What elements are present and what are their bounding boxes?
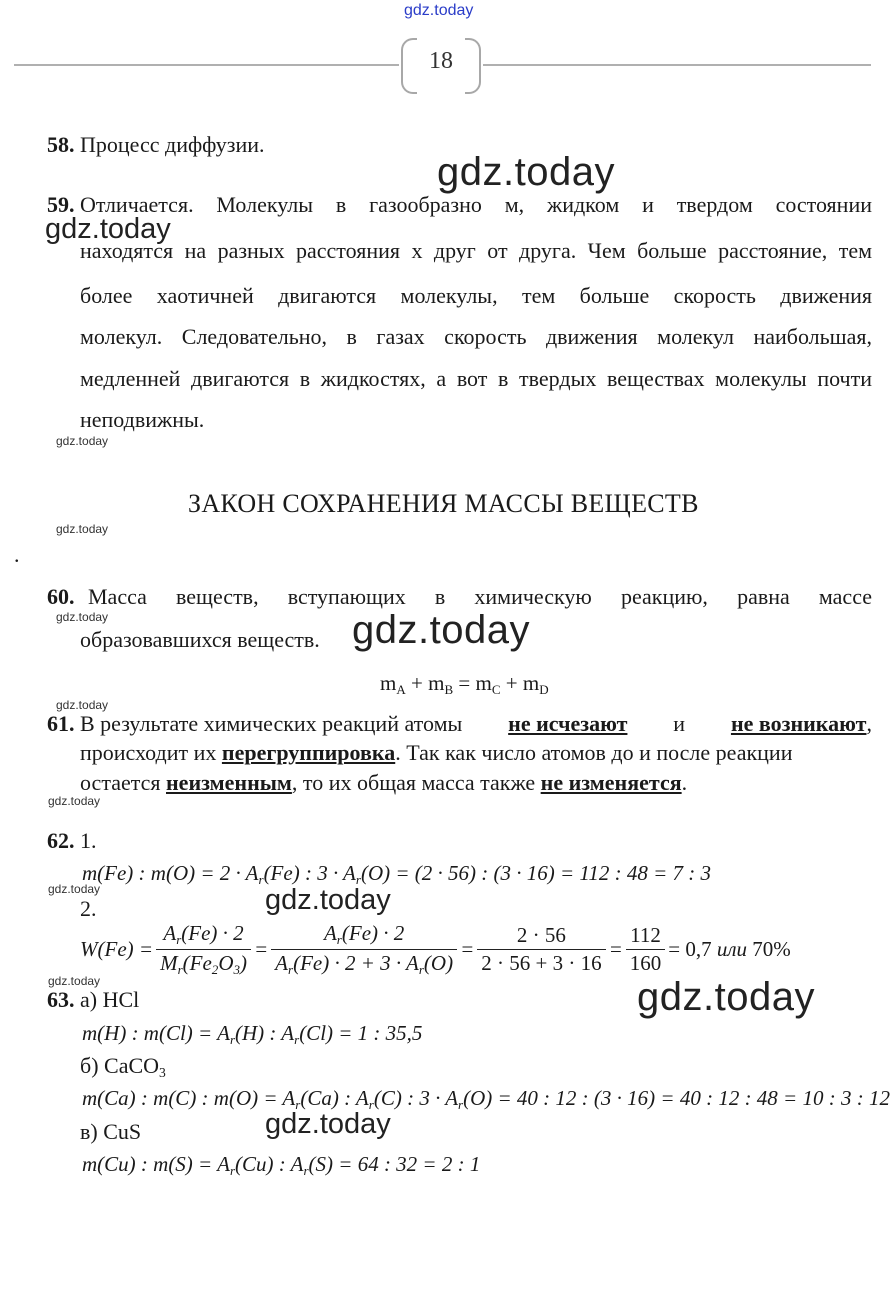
q61-line-3: остается неизменным, то их общая масса также не изменяется.	[80, 770, 688, 795]
q62-step-2: 2.	[80, 896, 97, 921]
watermark-small-3: gdz.today	[56, 610, 109, 624]
watermark-medium-3: gdz.today	[265, 1108, 391, 1140]
watermark-large-3: gdz.today	[637, 975, 815, 1019]
watermark-large-2: gdz.today	[352, 608, 530, 652]
frac-2: $\frac{A_r(Fe) \cdot 2}{A_r(Fe) \cdot 2 + 3 \cdot A_r(O)}$	[271, 921, 457, 978]
watermark-top[interactable]: gdz.today	[404, 2, 474, 19]
watermark-small-1: gdz.today	[56, 434, 109, 448]
watermark-small-6: gdz.today	[48, 882, 101, 896]
q63-header: 63. а) HCl	[47, 987, 140, 1012]
frac-3: $\frac{2 \cdot 56}{2 \cdot 56 + 3 \cdot 16}$	[477, 923, 605, 976]
q59-line-1: Отличается. Молекулы в газообразно м, жидком и твердом состоянии	[80, 192, 872, 217]
header-rule-left	[14, 64, 399, 66]
watermark-small-7: gdz.today	[48, 974, 101, 988]
q62-equation-1: m(Fe) : $m(O) = 2 \cdot A_r(Fe)$ : $3 \cdot A_r(O) = (2 \cdot 56)$ : (3 · 16) = 112 : 48 = 7 : 3	[82, 861, 712, 887]
watermark-medium-2: gdz.today	[265, 884, 391, 916]
q63-b-label: б) CaCO$_3$	[80, 1053, 166, 1081]
watermark-large-1: gdz.today	[437, 150, 615, 194]
watermark-medium-1: gdz.today	[45, 213, 171, 245]
q60-line-1: Масса веществ, вступающих в химическую реакцию, равна массе	[88, 584, 872, 609]
q59-line-3: более хаотичней двигаются молекулы, тем больше скорость движения	[80, 283, 872, 308]
q59-number: 59.	[47, 192, 75, 217]
q58-text: Процесс диффузии.	[80, 132, 265, 157]
q63-equation-b: m(Ca) : m(C) : $m(O) = A_r(Ca)$ : $A_r(C)$ : $3 \cdot A_r(O) = 40$ : 12 : (3 · 16) = 40 : 12 : 48 = 10 : 3 : 12	[82, 1086, 890, 1112]
header-rule-right	[483, 64, 871, 66]
q60-line-2: образовавшихся веществ.	[80, 627, 320, 652]
page-number-box	[401, 38, 481, 92]
stray-dot: .	[14, 542, 20, 567]
q59-line-2: находятся на разных расстояния х друг от друга. Чем больше расстояние, тем	[80, 238, 872, 263]
q63-equation-a: m(H) : $m(Cl) = A_r(H)$ : $A_r(Cl) = 1$ : 35,5	[82, 1021, 423, 1047]
watermark-small-2: gdz.today	[56, 522, 109, 536]
watermark-small-4: gdz.today	[56, 698, 109, 712]
q62-equation-2: W(Fe) = $\frac{A_r(Fe) \cdot 2}{M_r(Fe_2O_3)}$ = $\frac{A_r(Fe) \cdot 2}{A_r(Fe) \cdot 2 + 3 \cdot A_r(O)}$ = $\frac{2 \cdot 56}{2 \cdot 56 + 3 \cdot 16}$ = $\frac{112}{160}$ = 0,7 или 70%	[80, 921, 791, 977]
q58	[47, 132, 265, 158]
section-title: ЗАКОН СОХРАНЕНИЯ МАССЫ ВЕЩЕСТВ	[188, 489, 699, 518]
q59-line-5: медленней двигаются в жидкостях, а вот в твердых веществах молекулы почти	[80, 366, 872, 391]
frac-1: $\frac{A_r(Fe) \cdot 2}{M_r(Fe_2O_3)}$	[156, 921, 251, 978]
q61-line-1: В результате химических реакций атомы не исчезают и не возникают,	[80, 711, 872, 736]
q61-line-2: происходит их перегруппировка. Так как число атомов до и после реакции	[80, 740, 793, 765]
q63-v-label: в) CuS	[80, 1119, 142, 1144]
q60-number: 60.	[47, 584, 75, 609]
watermark-small-5: gdz.today	[48, 794, 101, 808]
q59-line-4: молекул. Следовательно, в газах скорость движения молекул наибольшая,	[80, 324, 872, 349]
frac-4: $\frac{112}{160}$	[626, 923, 666, 976]
q58-number: 58.	[47, 132, 75, 157]
q63-equation-v: m(Cu) : $m(S) = A_r(Cu)$ : $A_r(S) = 64$ : 32 = 2 : 1	[82, 1152, 481, 1178]
q62-header: 62. 1.	[47, 828, 97, 853]
page-number: 18	[429, 48, 453, 74]
mass-conservation-formula: $m_A + m_B = m_C + m_D$	[380, 671, 549, 697]
q61-number: 61.	[47, 711, 75, 736]
q59-line-6: неподвижны.	[80, 407, 205, 432]
